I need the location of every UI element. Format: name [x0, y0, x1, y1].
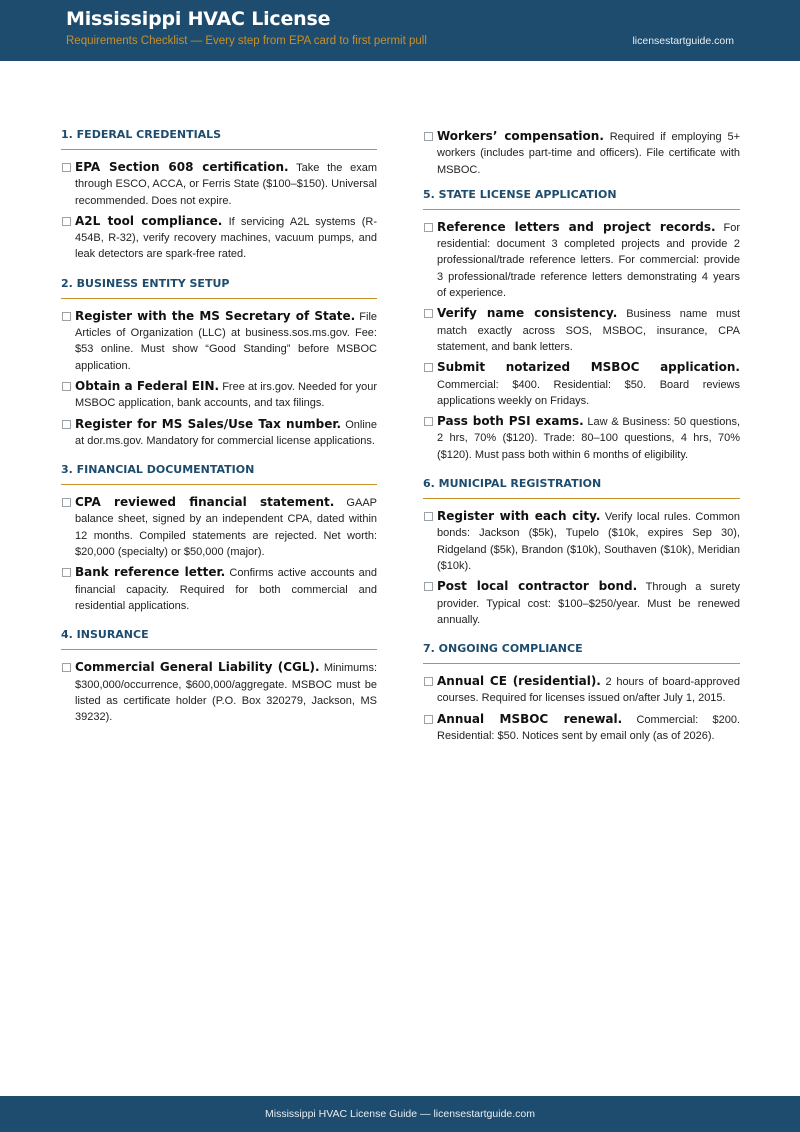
- checklist-item: [423, 413, 740, 463]
- item-body: Law & Business: 50 questions, 2 hrs, 70% ($120). Trade: 80–100 questions, 4 hrs, 70% ($120). Must pass both within 6 months of eligibility.: [437, 416, 740, 461]
- section-financial-documentation: [61, 463, 377, 614]
- checkbox[interactable]: [62, 663, 71, 672]
- checklist-item: [423, 578, 740, 628]
- section-heading: 3. FINANCIAL DOCUMENTATION: [61, 463, 377, 485]
- item-body: Free at irs.gov. Needed for your MSBOC application, bank accounts, and tax filings.: [75, 380, 377, 410]
- checklist-item: [423, 711, 740, 745]
- page-title: Mississippi HVAC License: [66, 8, 331, 30]
- item-body: Commercial: $200. Residential: $50. Notices sent by email only (as of 2026).: [437, 713, 740, 743]
- checklist-item: [61, 213, 377, 263]
- item-lead: Register with each city.: [437, 509, 601, 524]
- checkbox[interactable]: [424, 363, 433, 372]
- checkbox[interactable]: [424, 582, 433, 591]
- item-lead: Pass both PSI exams.: [437, 414, 584, 429]
- item-lead: Annual MSBOC renewal.: [437, 711, 623, 726]
- item-lead: CPA reviewed financial statement.: [75, 495, 335, 510]
- section-heading: 7. ONGOING COMPLIANCE: [423, 642, 740, 664]
- section-insurance: [61, 628, 377, 725]
- checklist-item: [423, 359, 740, 409]
- checklist-item: [61, 378, 377, 412]
- header-site-link[interactable]: licensestartguide.com: [632, 35, 734, 47]
- section-business-entity-setup: [61, 277, 377, 449]
- section-federal-credentials: [61, 128, 377, 263]
- checklist-item: [61, 564, 377, 614]
- item-body: Take the exam through ESCO, ACCA, or Ferris State ($100–$150). Universal recommended. Does not expire.: [75, 162, 378, 207]
- section-heading: 4. INSURANCE: [61, 628, 377, 650]
- header-banner: [0, 0, 800, 61]
- item-lead: Verify name consistency.: [437, 306, 618, 321]
- item-body: Commercial: $400. Residential: $50. Board reviews applications weekly on Fridays.: [437, 378, 740, 407]
- section-insurance-continued: [423, 128, 740, 178]
- checkbox[interactable]: [62, 217, 71, 226]
- checkbox[interactable]: [62, 498, 71, 507]
- item-body: File Articles of Organization (LLC) at business.sos.ms.gov. Fee: $53 online. Must show “Good Standing” before MSBOC application.: [75, 310, 378, 372]
- checkbox[interactable]: [62, 382, 71, 391]
- left-column: [61, 128, 377, 739]
- checklist-item: [423, 673, 740, 707]
- section-heading: 1. FEDERAL CREDENTIALS: [61, 128, 377, 150]
- checklist-item: [61, 159, 377, 209]
- checklist-item: [61, 416, 377, 450]
- item-lead: Obtain a Federal EIN.: [75, 378, 220, 393]
- item-lead: Commercial General Liability (CGL).: [75, 660, 320, 675]
- checklist-item: [423, 219, 740, 301]
- checklist-item: [61, 494, 377, 560]
- page-subtitle: Requirements Checklist — Every step from EPA card to first permit pull: [66, 35, 427, 47]
- item-lead: Post local contractor bond.: [437, 579, 638, 594]
- checklist-item: [61, 659, 377, 725]
- item-body: Online at dor.ms.gov. Mandatory for commercial license applications.: [75, 418, 377, 447]
- item-lead: Bank reference letter.: [75, 565, 226, 580]
- item-body: GAAP balance sheet, signed by an independent CPA, dated within 12 months. Compiled statements are rejected. Net worth: $20,000 (specialty) or $50,000 (major).: [75, 497, 377, 559]
- item-lead: Annual CE (residential).: [437, 674, 601, 689]
- item-body: Through a surety provider. Typical cost: $100–$250/year. Must be renewed annually.: [437, 581, 740, 626]
- checkbox[interactable]: [424, 512, 433, 521]
- checkbox[interactable]: [424, 132, 433, 141]
- item-body: 2 hours of board-approved courses. Required for licenses issued on/after July 1, 2015.: [437, 676, 740, 705]
- section-municipal-registration: [423, 477, 740, 628]
- checkbox[interactable]: [424, 417, 433, 426]
- right-column: [423, 128, 740, 758]
- checkbox[interactable]: [424, 223, 433, 232]
- checkbox[interactable]: [62, 312, 71, 321]
- section-heading: 6. MUNICIPAL REGISTRATION: [423, 477, 740, 499]
- item-lead: Submit notarized MSBOC application.: [437, 360, 740, 375]
- section-heading: 5. STATE LICENSE APPLICATION: [423, 188, 740, 210]
- footer-banner: [0, 1096, 800, 1132]
- item-lead: Reference letters and project records.: [437, 219, 716, 234]
- item-lead: Register for MS Sales/Use Tax number.: [75, 416, 342, 431]
- checklist-item: [423, 508, 740, 574]
- item-body: For residential: document 3 completed projects and provide 2 professional/trade reference letters. For commercial: provide 3 professional/trade reference letters demonstrating 4 years of experience.: [437, 221, 741, 300]
- item-body: If servicing A2L systems (R-454B, R-32), verify recovery machines, vacuum pumps, and leak detectors are spark-free rated.: [75, 215, 378, 261]
- item-lead: Register with the MS Secretary of State.: [75, 308, 356, 323]
- checkbox[interactable]: [62, 163, 71, 172]
- item-body: Verify local rules. Common bonds: Jackson ($5k), Tupelo ($10k, expires Sep 30), Ridgeland ($5k), Brandon ($10k), Southaven ($10k), Meridian ($10k).: [437, 511, 741, 572]
- item-body: Business name must match exactly across SOS, MSBOC, insurance, CPA statement, and bank letters.: [437, 308, 740, 353]
- item-body: Minimums: $300,000/occurrence, $600,000/aggregate. MSBOC must be listed as certificate holder (P.O. Box 320279, Jackson, MS 39232).: [75, 662, 377, 724]
- item-lead: A2L tool compliance.: [75, 213, 223, 228]
- footer-text: Mississippi HVAC License Guide — licensestartguide.com: [265, 1108, 535, 1120]
- checkbox[interactable]: [424, 677, 433, 686]
- checkbox[interactable]: [62, 568, 71, 577]
- checklist-item: [423, 305, 740, 355]
- checkbox[interactable]: [62, 420, 71, 429]
- section-ongoing-compliance: [423, 642, 740, 744]
- checklist-item: [61, 308, 377, 374]
- section-state-license-application: [423, 188, 740, 463]
- checkbox[interactable]: [424, 309, 433, 318]
- checkbox[interactable]: [424, 715, 433, 724]
- section-heading: 2. BUSINESS ENTITY SETUP: [61, 277, 377, 299]
- item-body: Confirms active accounts and financial capacity. Required for both commercial and residential applications.: [75, 567, 377, 612]
- checklist-item: [423, 128, 740, 178]
- item-lead: Workers’ compensation.: [437, 129, 604, 143]
- item-lead: EPA Section 608 certification.: [75, 160, 289, 174]
- item-body: Required if employing 5+ workers (includes part-time and officers). File certificate with MSBOC.: [437, 131, 741, 176]
